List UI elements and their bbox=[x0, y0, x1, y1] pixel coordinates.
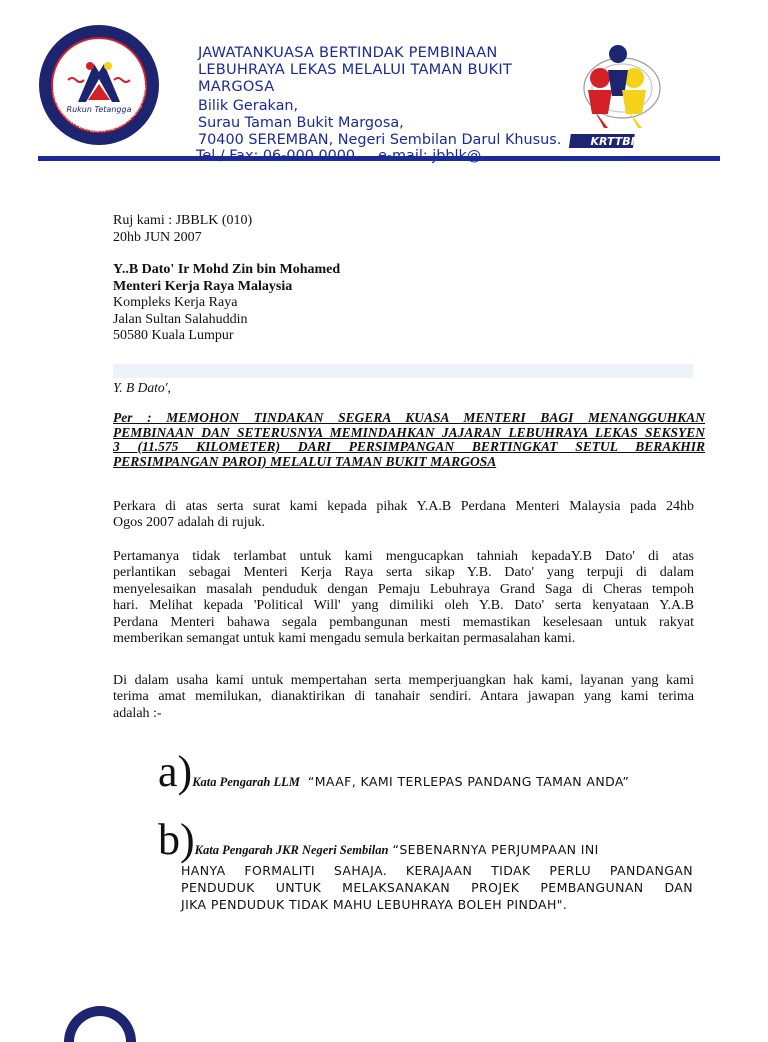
address-line: Bilik Gerakan, bbox=[198, 98, 299, 114]
paragraph-line: menyelesaikan masalah penduduk dengan Pemaju Lebuhraya Grand Saga di Cheras tempoh bbox=[113, 581, 694, 597]
recipient-block bbox=[113, 262, 340, 345]
committee-address bbox=[198, 98, 618, 149]
committee-title-line: MARGOSA bbox=[198, 78, 275, 95]
committee-title bbox=[198, 44, 578, 95]
committee-title-line: LEBUHRAYA LEKAS MELALUI TAMAN BUKIT bbox=[198, 61, 513, 78]
address-line: 70400 SEREMBAN, Negeri Sembilan Darul Khusus. bbox=[198, 132, 562, 148]
recipient-address-line: Jalan Sultan Salahuddin bbox=[113, 311, 248, 327]
recipient-address-line: 50580 Kuala Lumpur bbox=[113, 328, 234, 343]
recipient-title: Menteri Kerja Raya Malaysia bbox=[113, 278, 293, 294]
quote-b-line: PENDUDUK UNTUK MELAKSANAKAN PROJEK PEMBANGUNAN DAN bbox=[181, 880, 693, 895]
quote-a-text: “MAAF, KAMI TERLEPAS PANDANG TAMAN ANDA” bbox=[307, 774, 630, 789]
paragraph-3 bbox=[113, 673, 694, 722]
highlight-band bbox=[113, 364, 693, 378]
reference-block bbox=[113, 213, 252, 246]
paragraph-1 bbox=[113, 499, 694, 532]
quote-b-speaker: Kata Pengarah JKR Negeri Sembilan bbox=[194, 843, 389, 857]
quote-b-continuation bbox=[181, 862, 693, 913]
left-logo-ring-text: MENINGKATKAN PERPADUAN MERAIKAN KESEJAHTERA bbox=[50, 85, 149, 135]
subject-text-line: PERSIMPANGAN PAROI) MELALUI TAMAN BUKIT MARGOSA bbox=[113, 453, 497, 469]
quote-b-marker: b) bbox=[158, 815, 195, 864]
reference-number: Ruj kami : JBBLK (010) bbox=[113, 213, 253, 228]
subject-text-line: Per : MEMOHON TINDAKAN SEGERA KUASA MENTERI BAGI MENANGGUHKAN bbox=[113, 410, 705, 425]
paragraph-line: adalah :- bbox=[113, 705, 162, 721]
paragraph-line: memberikan semangat untuk kami mengadu semula berkaitan permasalahan kami. bbox=[113, 631, 576, 647]
paragraph-2 bbox=[113, 549, 694, 647]
paragraph-line: Ogos 2007 adalah di rujuk. bbox=[113, 515, 266, 531]
salutation: Y. B Dato', bbox=[113, 380, 171, 395]
quote-b bbox=[158, 815, 718, 864]
quote-a-speaker: Kata Pengarah LLM bbox=[192, 775, 300, 789]
paragraph-line: Pertamanya tidak terlambat untuk kami mengucapkan tahniah kepadaY.B Dato' di atas bbox=[113, 549, 694, 564]
paragraph-line: perlantikan sebagai Menteri Kerja Raya serta sikap Y.B. Dato' yang terpuji di dalam bbox=[113, 565, 694, 581]
rukun-tetangga-logo bbox=[38, 24, 160, 146]
committee-title-line: JAWATANKUASA BERTINDAK PEMBINAAN bbox=[198, 44, 498, 61]
subject-line bbox=[113, 411, 705, 469]
paragraph-line: Di dalam usaha kami untuk mempertahan serta memperjuangkan hak kami, layanan yang kami bbox=[113, 673, 694, 688]
letterhead-rule bbox=[38, 156, 720, 161]
recipient-address-line: Kompleks Kerja Raya bbox=[113, 295, 238, 310]
krttbm-logo bbox=[578, 40, 662, 152]
quote-a bbox=[158, 747, 718, 796]
subject-text-line: PEMBINAAN DAN SETERUSNYA MEMINDAHKAN JAJARAN LEBUHRAYA LEKAS SEKSYEN bbox=[113, 424, 705, 440]
paragraph-line: Perdana Menteri bahawa segala pembangunan mesti memastikan keselesaan untuk rakyat bbox=[113, 614, 694, 630]
quote-a-marker: a) bbox=[158, 747, 193, 796]
recipient-name: Y..B Dato' Ir Mohd Zin bin Mohamed bbox=[113, 262, 341, 277]
address-line: Surau Taman Bukit Margosa, bbox=[198, 115, 404, 131]
paragraph-line: terima amat memilukan, dianaktirikan di tanahair sendiri. Antara jawapan yang kami terima bbox=[113, 689, 694, 705]
paragraph-line: hari. Melihat kepada 'Political Will' yang dimiliki oleh Y.B. Dato' serta kenyataan Y.A.B bbox=[113, 598, 694, 614]
left-logo-label: Rukun Tetangga bbox=[66, 105, 132, 114]
paragraph-line: Perkara di atas serta surat kami kepada pihak Y.A.B Perdana Menteri Malaysia pada 24hb bbox=[113, 499, 694, 514]
right-logo-label: KRTTBM bbox=[590, 135, 642, 148]
quote-b-line: HANYA FORMALITI SAHAJA. KERAJAAN TIDAK PERLU PANDANGAN bbox=[181, 863, 693, 878]
next-page-logo-fragment bbox=[60, 1012, 140, 1042]
quote-b-line: JIKA PENDUDUK TIDAK MAHU LEBUHRAYA BOLEH PINDAH". bbox=[181, 897, 568, 912]
quote-b-text: “SEBENARNYA PERJUMPAAN INI bbox=[392, 842, 599, 857]
letter-date: 20hb JUN 2007 bbox=[113, 229, 202, 245]
subject-text-line: 3 (11.575 KILOMETER) DARI PERSIMPANGAN BERTINGKAT SETUL BERAKHIR bbox=[113, 439, 705, 454]
